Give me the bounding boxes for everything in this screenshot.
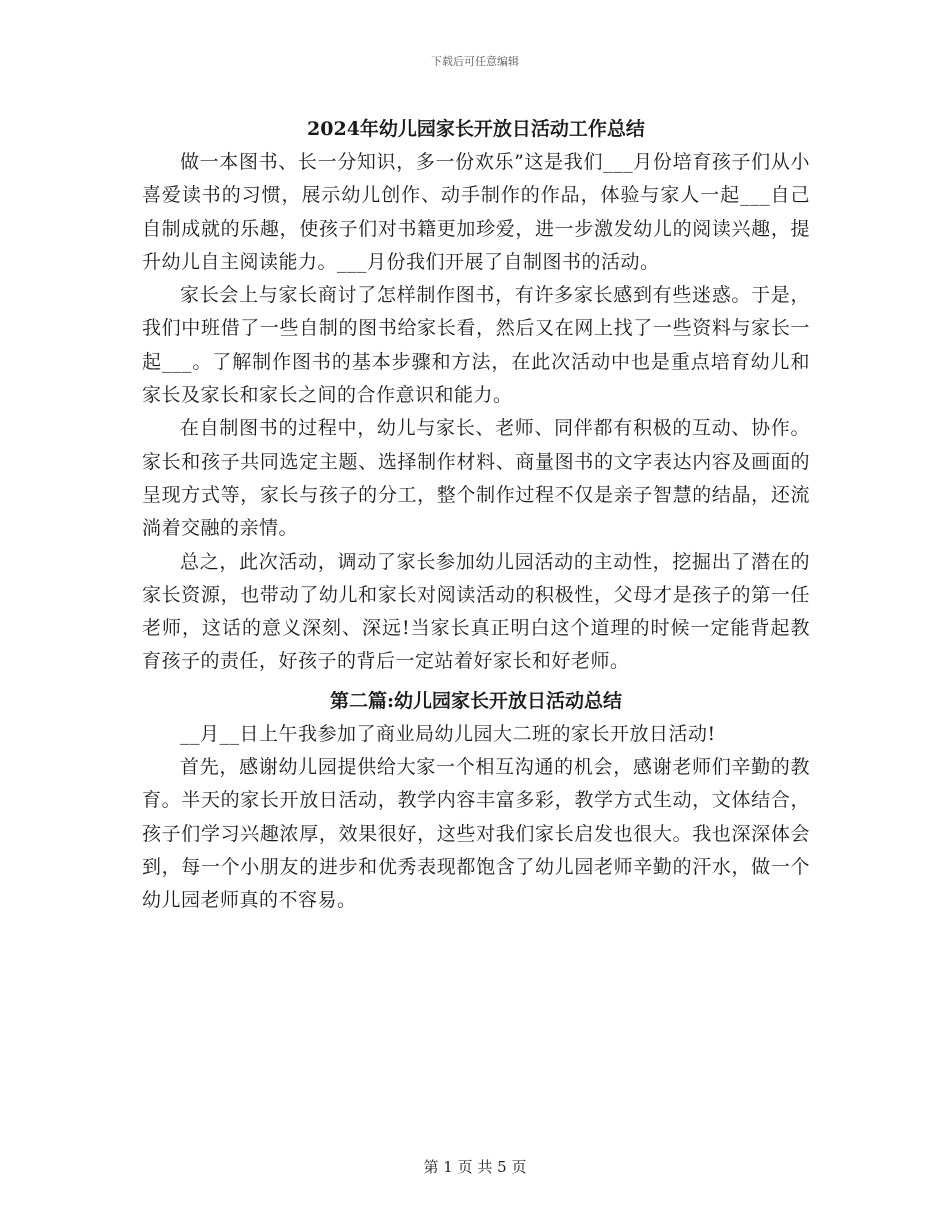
paragraph: 总之，此次活动，调动了家长参加幼儿园活动的主动性，挖掘出了潜在的家长资源，也带动了幼儿和家长对阅读活动的积极性，父母才是孩子的第一任老师，这话的意义深刻、深远!当家长真正明白这个道理的时候一定能背起教育孩子的责任，好孩子的背后一定站着好家长和好老师。 bbox=[142, 550, 810, 673]
paragraph: 家长会上与家长商讨了怎样制作图书，有许多家长感到有些迷惑。于是，我们中班借了一些自制的图书给家长看，然后又在网上找了一些资料与家长一起___。了解制作图书的基本步骤和方法，在此次活动中也是重点培育幼儿和家长及家长和家长之间的合作意识和能力。 bbox=[142, 284, 810, 407]
paragraph: 首先，感谢幼儿园提供给大家一个相互沟通的机会，感谢老师们辛勤的教育。半天的家长开放日活动，教学内容丰富多彩，教学方式生动，文体结合，孩子们学习兴趣浓厚，效果很好，这些对我们家长启发也很大。我也深深体会到，每一个小朋友的进步和优秀表现都饱含了幼儿园老师辛勤的汗水，做一个幼儿园老师真的不容易。 bbox=[142, 756, 810, 912]
document-body bbox=[142, 112, 810, 918]
paragraph: 做一本图书、长一分知识，多一份欢乐”这是我们___月份培育孩子们从小喜爱读书的习惯，展示幼儿创作、动手制作的作品，体验与家人一起___自己自制成就的乐趣，使孩子们对书籍更加珍爱，进一步激发幼儿的阅读兴趣，提升幼儿自主阅读能力。___月份我们开展了自制图书的活动。 bbox=[142, 151, 810, 273]
paragraph: 在自制图书的过程中，幼儿与家长、老师、同伴都有积极的互动、协作。家长和孩子共同选定主题、选择制作材料、商量图书的文字表达内容及画面的呈现方式等，家长与孩子的分工，整个制作过程不仅是亲子智慧的结晶，还流淌着交融的亲情。 bbox=[142, 417, 810, 540]
page-number: 第 1 页 共 5 页 bbox=[423, 1158, 527, 1176]
header-note: 下载后可任意编辑 bbox=[431, 55, 519, 68]
section-title: 第二篇:幼儿园家长开放日活动总结 bbox=[329, 689, 622, 712]
document-title: 2024年幼儿园家长开放日活动工作总结 bbox=[307, 118, 645, 140]
paragraph: __月__日上午我参加了商业局幼儿园大二班的家长开放日活动! bbox=[180, 722, 716, 745]
